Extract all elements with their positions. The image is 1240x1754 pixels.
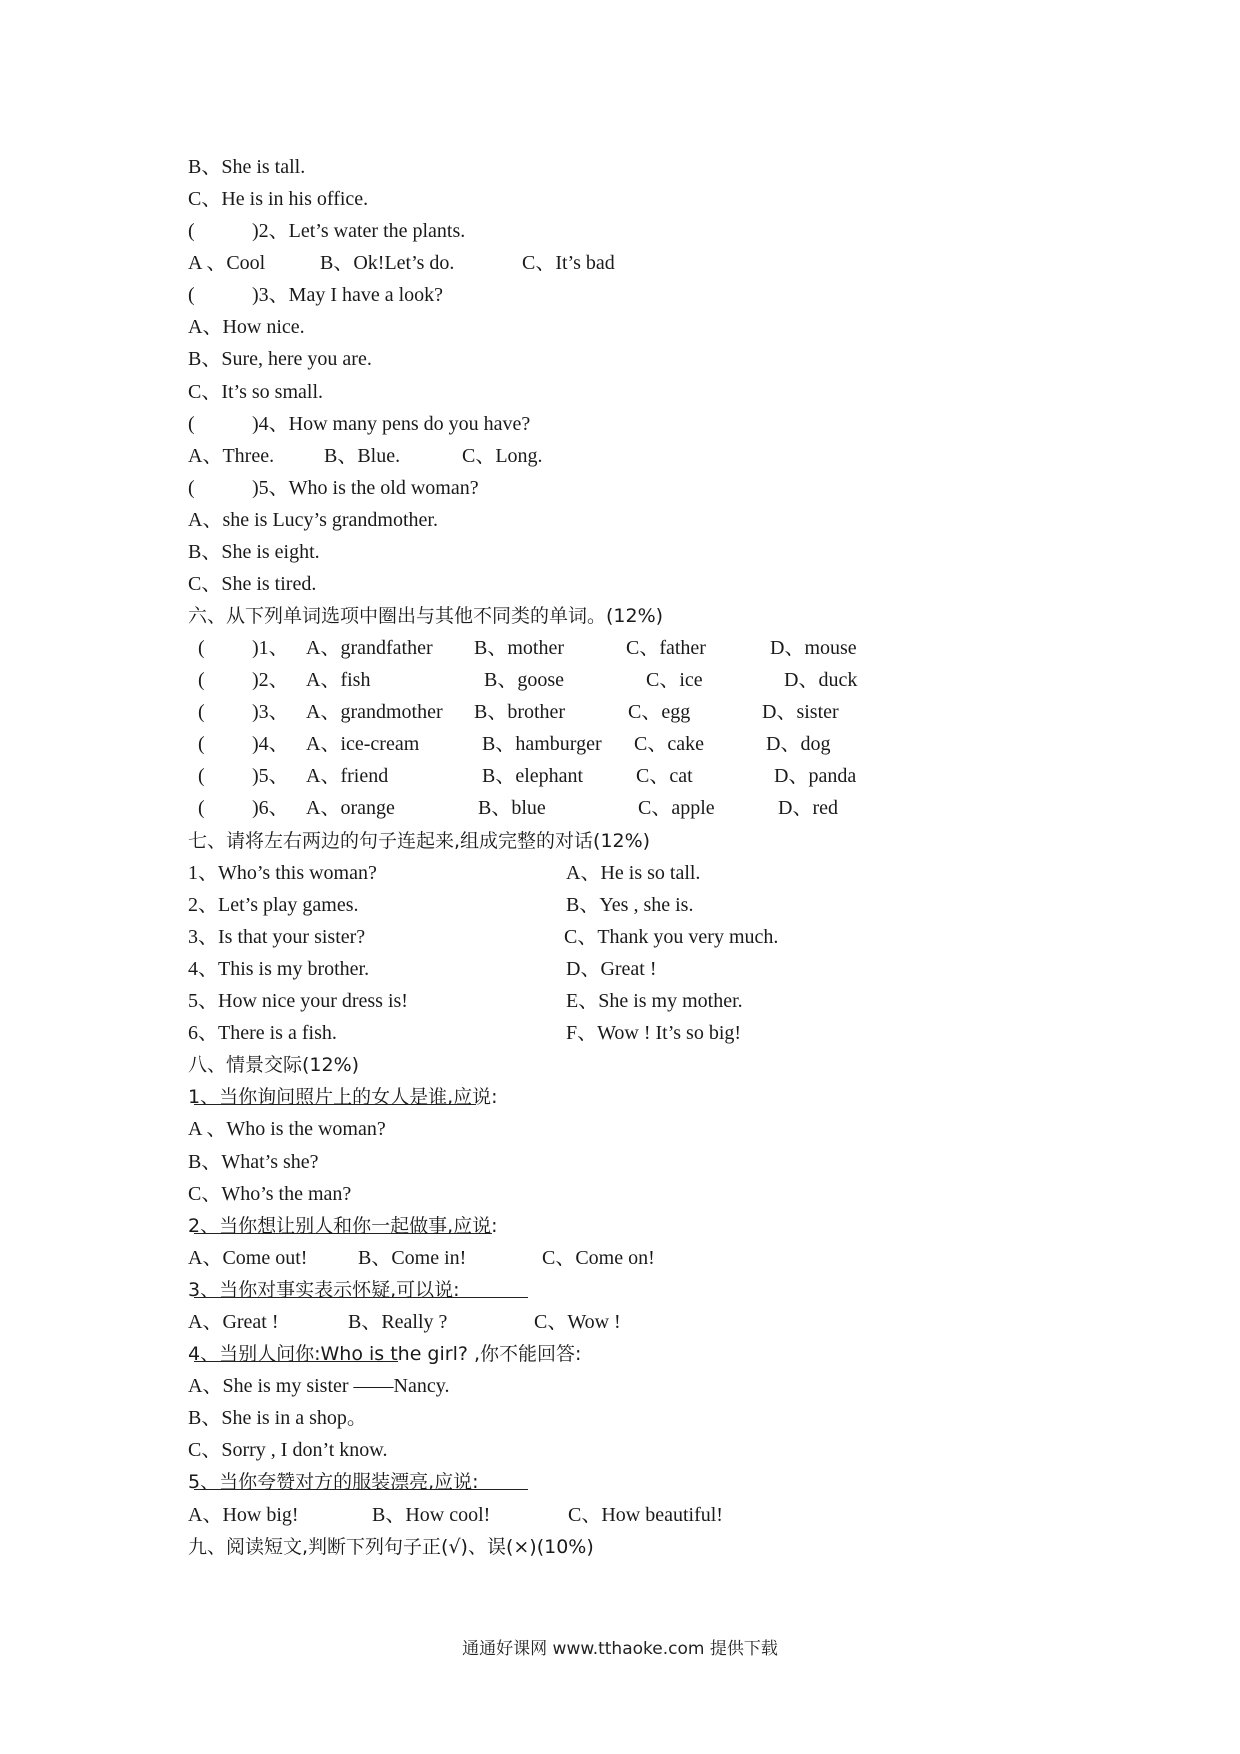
answer-paren: (: [188, 477, 195, 499]
answer-paren: (: [198, 701, 205, 723]
answer-paren: (: [198, 637, 205, 659]
answer-paren: (: [198, 765, 205, 787]
answer-paren: (: [188, 284, 195, 306]
answer-blank[interactable]: [194, 1339, 398, 1362]
answer-paren: (: [188, 413, 195, 435]
answer-blank[interactable]: [194, 1467, 528, 1490]
answer-paren: (: [198, 733, 205, 755]
answer-blank[interactable]: [194, 1082, 476, 1105]
answer-paren: (: [188, 220, 195, 242]
answer-paren: (: [198, 797, 205, 819]
answer-blank[interactable]: [194, 1275, 528, 1298]
answer-blank[interactable]: [194, 1211, 492, 1234]
answer-paren: (: [198, 669, 205, 691]
footer-watermark: 通通好课网 www.tthaoke.com 提供下载: [462, 1639, 778, 1659]
exam-page: B、She is tall. C、He is in his office. ( )2、Let’s water the plants. A 、Cool B、Ok!Let’s do. C、It’s bad ( )3、May I have a look? A、How nice. B、Sure, here you are. C、It’s so small. ( )4、How many pens do you have? A、Three. B、Blue. C、Long. ( )5、Who is the old woman? A、she is Lucy’s grandmother. B、She is eight. C、She is tired. 六、从下列单词选项中圈出与其他不同类的单词。(12%) ( )1、 A、grandfather B、mother C、father D、mouse ( )2、 A、fish B、goose C、ice D、duck ( )3、 A、grandmother B、brother C、egg D、sister ( )4、 A、ice-cream B、hamburger C、cake D、dog ( )5、 A、friend B、elephant C、cat D、panda ( )6、 A、orange B、blue C、apple D、red 七、请将左右两边的句子连起来,组成完整的对话(12%) 1、Who’s this woman? A、He is so tall. 2、Let’s play games. B、Yes , she is. 3、Is that your sister? C、Thank you very much. 4、This is my brother. D、Great ! 5、How nice your dress is! E、She is my mother. 6、There is a fish. F、Wow ! It’s so big! 八、情景交际(12%) 1、当你询问照片上的女人是谁,应说: A 、Who is the woman? B、What’s she? C、Who’s the man? 2、当你想让别人和你一起做事,应说: A、Come out! B、Come in! C、Come on! 3、当你对事实表示怀疑,可以说: A、Great ! B、Really ? C、Wow ! 4、当别人问你:Who is the girl? ,你不能回答: A、She is my sister ——Nancy. B、She is in a shop。 C、Sorry , I don’t know. 5、当你夸赞对方的服装漂亮,应说: A、How big! B、How cool! C、How beautiful! 九、阅读短文,判断下列句子正(√)、误(×)(10%) 通通好课网 www.tthaoke.com 提供下载: [0, 0, 1240, 1754]
